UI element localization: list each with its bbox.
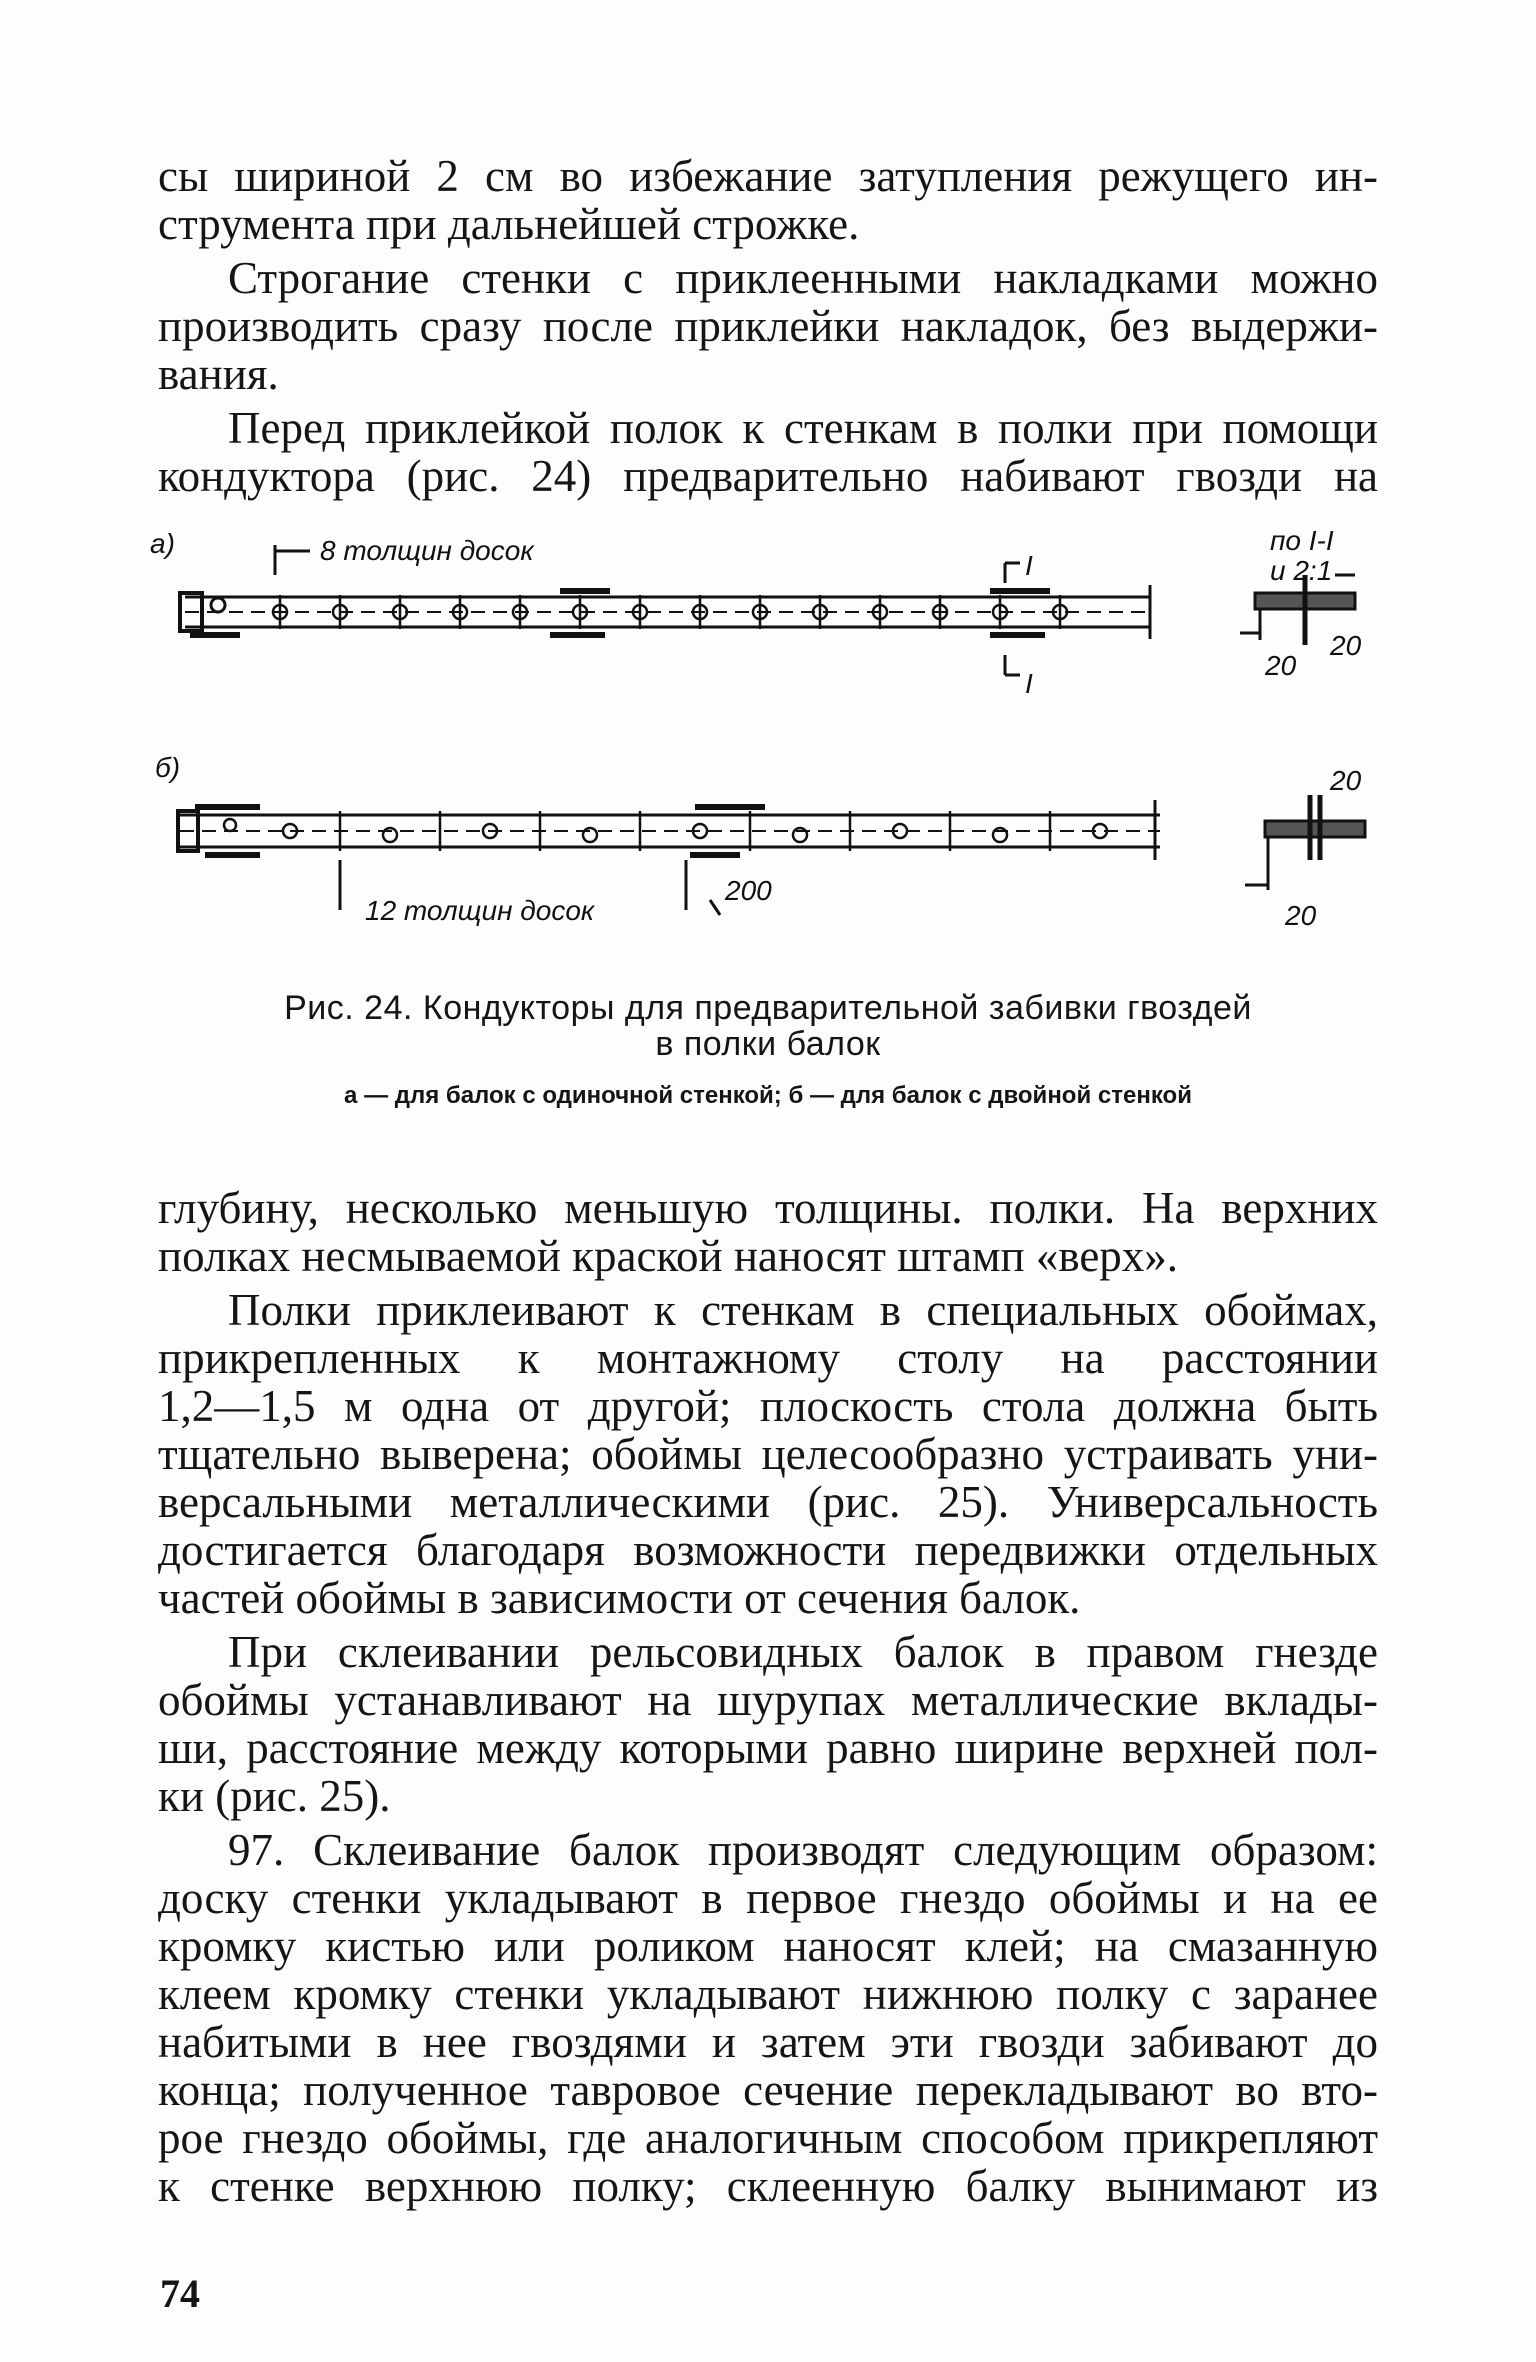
- text-line: набитыми в нее гвоздями и затем эти гвозди забивают до: [158, 2017, 1378, 2067]
- label-a: а): [150, 528, 175, 559]
- text-line: обоймы устанавливают на шурупах металлические вклады-: [158, 1675, 1378, 1725]
- dim-label-a: 8 толщин досок: [320, 535, 534, 566]
- text-line: кромку кистью или роликом наносят клей; на смазанную: [158, 1921, 1378, 1971]
- text-line: ши, расстояние между которыми равно ширине верхней пол-: [158, 1723, 1378, 1773]
- text-line: производить сразу после приклейки накладок, без выдержи-: [158, 301, 1378, 351]
- text-line: При склеивании рельсовидных балок в правом гнезде: [228, 1627, 1378, 1677]
- text-line: версальными металлическими (рис. 25). Универсальность: [158, 1477, 1378, 1527]
- text-line: тщательно выверена; обоймы целесообразно устраивать уни-: [158, 1429, 1378, 1479]
- section-a-dim-1: 20: [1265, 650, 1297, 681]
- paragraph-1: [158, 152, 1378, 248]
- text-line: Строгание стенки с приклеенными накладками можно: [228, 253, 1378, 303]
- text-block-top: [158, 152, 1378, 500]
- text-line: Полки приклеивают к стенкам в специальных обоймах,: [228, 1285, 1378, 1335]
- paragraph-6: [158, 1628, 1378, 1820]
- text-line: кондуктора (рис. 24) предварительно набивают гвозди на: [158, 451, 1378, 501]
- text-line: глубину, несколько меньшую толщины. полки. На верхних: [158, 1183, 1378, 1233]
- section-b-dim-1: 20: [1285, 900, 1317, 931]
- paragraph-2: [158, 254, 1378, 398]
- section-mark-top: I: [1025, 550, 1033, 581]
- paragraph-3: [158, 404, 1378, 500]
- text-line: 97. Склеивание балок производят следующим образом:: [228, 1825, 1378, 1875]
- section-title: по I-I: [1270, 525, 1334, 556]
- caption-title-2: в полки балок: [655, 1025, 881, 1063]
- text-line: вания.: [158, 349, 279, 399]
- figure-labels-a: [150, 525, 1362, 699]
- text-line: 1,2—1,5 м одна от другой; плоскость стола должна быть: [158, 1381, 1378, 1431]
- paragraph-4: [158, 1184, 1378, 1280]
- section-b: [1245, 795, 1365, 890]
- jig-b: [178, 800, 1160, 915]
- figure-labels-b: [155, 752, 1362, 931]
- text-line: доску стенки укладывают в первое гнездо обоймы и на ее: [158, 1873, 1378, 1923]
- text-line: к стенке верхнюю полку; склеенную балку вынимают из: [158, 2161, 1378, 2211]
- section-b-dim-2: 20: [1330, 765, 1362, 796]
- paragraph-5: [158, 1286, 1378, 1622]
- caption-subtitle: а — для балок с одиночной стенкой; б — для балок с двойной стенкой: [344, 1082, 1192, 1109]
- section-scale: и 2:1: [1270, 555, 1333, 586]
- section-mark-bottom: I: [1025, 668, 1033, 699]
- dim-label-b: 12 толщин досок: [365, 895, 595, 926]
- text-line: клеем кромку стенки укладывают нижнюю полку с заранее: [158, 1969, 1378, 2019]
- text-line: струмента при дальнейшей строжке.: [158, 199, 860, 249]
- text-line: сы шириной 2 см во избежание затупления режущего ин-: [158, 151, 1378, 201]
- text-line: прикрепленных к монтажному столу на расстоянии: [158, 1333, 1378, 1383]
- figure-24-drawing: [150, 515, 1380, 955]
- text-line: рое гнездо обоймы, где аналогичным способом прикрепляют: [158, 2113, 1378, 2163]
- text-line: достигается благодаря возможности передвижки отдельных: [158, 1525, 1378, 1575]
- figure-caption: [158, 990, 1378, 1110]
- text-line: Перед приклейкой полок к стенкам в полки при помощи: [228, 403, 1378, 453]
- caption-title-1: Рис. 24. Кондукторы для предварительной забивки гвоздей: [284, 989, 1252, 1027]
- paragraph-7: [158, 1826, 1378, 2210]
- text-line: конца; полученное тавровое сечение перекладывают во вто-: [158, 2065, 1378, 2115]
- text-line: частей обоймы в зависимости от сечения балок.: [158, 1573, 1081, 1623]
- text-block-bottom: [158, 1184, 1378, 2210]
- text-line: ки (рис. 25).: [158, 1771, 391, 1821]
- label-b: б): [155, 752, 181, 783]
- text-line: полках несмываемой краской наносят штамп «верх».: [158, 1231, 1179, 1281]
- dim-label-b-200: 200: [725, 875, 772, 906]
- section-a-dim-2: 20: [1330, 630, 1362, 661]
- page-number: 74: [160, 2271, 200, 2316]
